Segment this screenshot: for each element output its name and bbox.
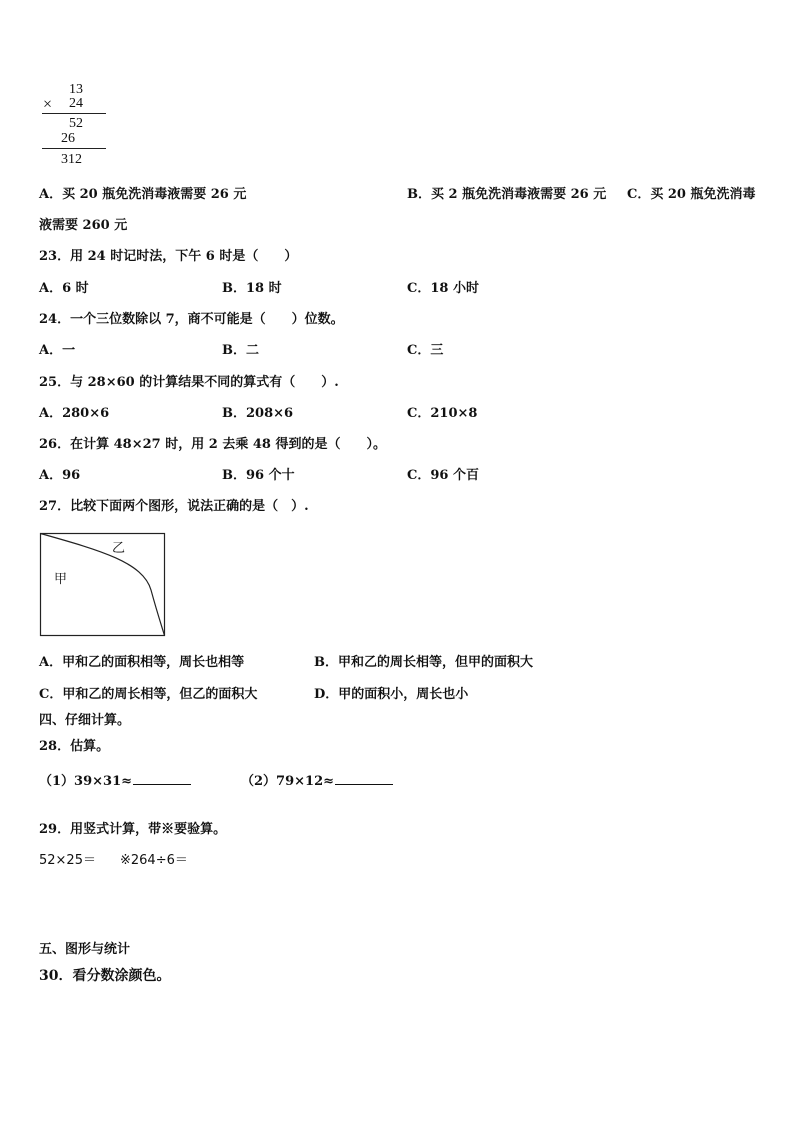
q28-item-1-text: （1）39×31≈ [39,774,133,789]
q24-option-b[interactable]: B．二 [222,343,259,358]
q22-option-a[interactable]: A．买 20 瓶免洗消毒液需要 26 元 [39,187,247,202]
q22-option-c[interactable]: C．买 20 瓶免洗消毒 [627,187,756,202]
multiplicand: 13 [69,82,83,97]
q27-option-c[interactable]: C．甲和乙的周长相等，但乙的面积大 [39,687,258,702]
q22-option-b[interactable]: B．买 2 瓶免洗消毒液需要 26 元 [407,187,607,202]
q25-option-b[interactable]: B．208×6 [222,406,294,421]
calc-divider-1 [42,113,106,114]
q29-expression-2: ※264÷6＝ [120,853,188,868]
partial-product-2: 26 [61,131,75,146]
multiply-sign: × [43,96,53,113]
q24-option-c[interactable]: C．三 [407,343,444,358]
q26-option-c[interactable]: C．96 个百 [407,468,479,483]
q27-option-b[interactable]: B．甲和乙的周长相等，但甲的面积大 [314,655,533,670]
q28-item-2-text: （2）79×12≈ [241,774,335,789]
label-jia: 甲 [54,572,68,587]
q25-stem: 25．与 28×60 的计算结果不同的算式有（ ）. [39,375,339,390]
section-5-title: 五、图形与统计 [39,942,131,957]
section-4-title: 四、仔细计算。 [39,713,131,728]
q23-option-b[interactable]: B．18 时 [222,281,282,296]
q24-stem: 24．一个三位数除以 7，商不可能是（ ）位数。 [39,312,344,327]
q26-option-a[interactable]: A．96 [39,468,81,483]
q24-option-a[interactable]: A．一 [39,343,76,358]
q28-answer-blank-1[interactable] [133,772,191,785]
q22-option-c-continued: 液需要 260 元 [39,218,128,233]
q23-option-a[interactable]: A．6 时 [39,281,89,296]
calc-divider-2 [42,148,106,149]
q25-option-a[interactable]: A．280×6 [39,406,110,421]
q28-answer-blank-2[interactable] [335,772,393,785]
q28-item-1 [39,772,191,790]
product-result: 312 [61,152,82,167]
q27-option-d[interactable]: D．甲的面积小，周长也小 [314,687,469,702]
q27-option-a[interactable]: A．甲和乙的面积相等，周长也相等 [39,655,245,670]
q23-stem: 23．用 24 时记时法，下午 6 时是（ ） [39,249,298,264]
q26-option-b[interactable]: B．96 个十 [222,468,295,483]
q30-stem: 30．看分数涂颜色。 [39,968,171,984]
q29-stem: 29．用竖式计算，带※要验算。 [39,822,227,837]
partial-product-1: 52 [69,116,83,131]
q27-stem: 27．比较下面两个图形，说法正确的是（ ）. [39,499,309,514]
q23-option-c[interactable]: C．18 小时 [407,281,479,296]
q28-item-2 [241,772,393,790]
multiplier: 24 [69,96,83,111]
q26-stem: 26．在计算 48×27 时，用 2 去乘 48 得到的是（ ）。 [39,437,386,452]
label-yi: 乙 [112,541,126,556]
q29-expression-1: 52×25＝ [39,853,96,868]
q25-option-c[interactable]: C．210×8 [407,406,478,421]
q28-stem: 28．估算。 [39,739,110,754]
